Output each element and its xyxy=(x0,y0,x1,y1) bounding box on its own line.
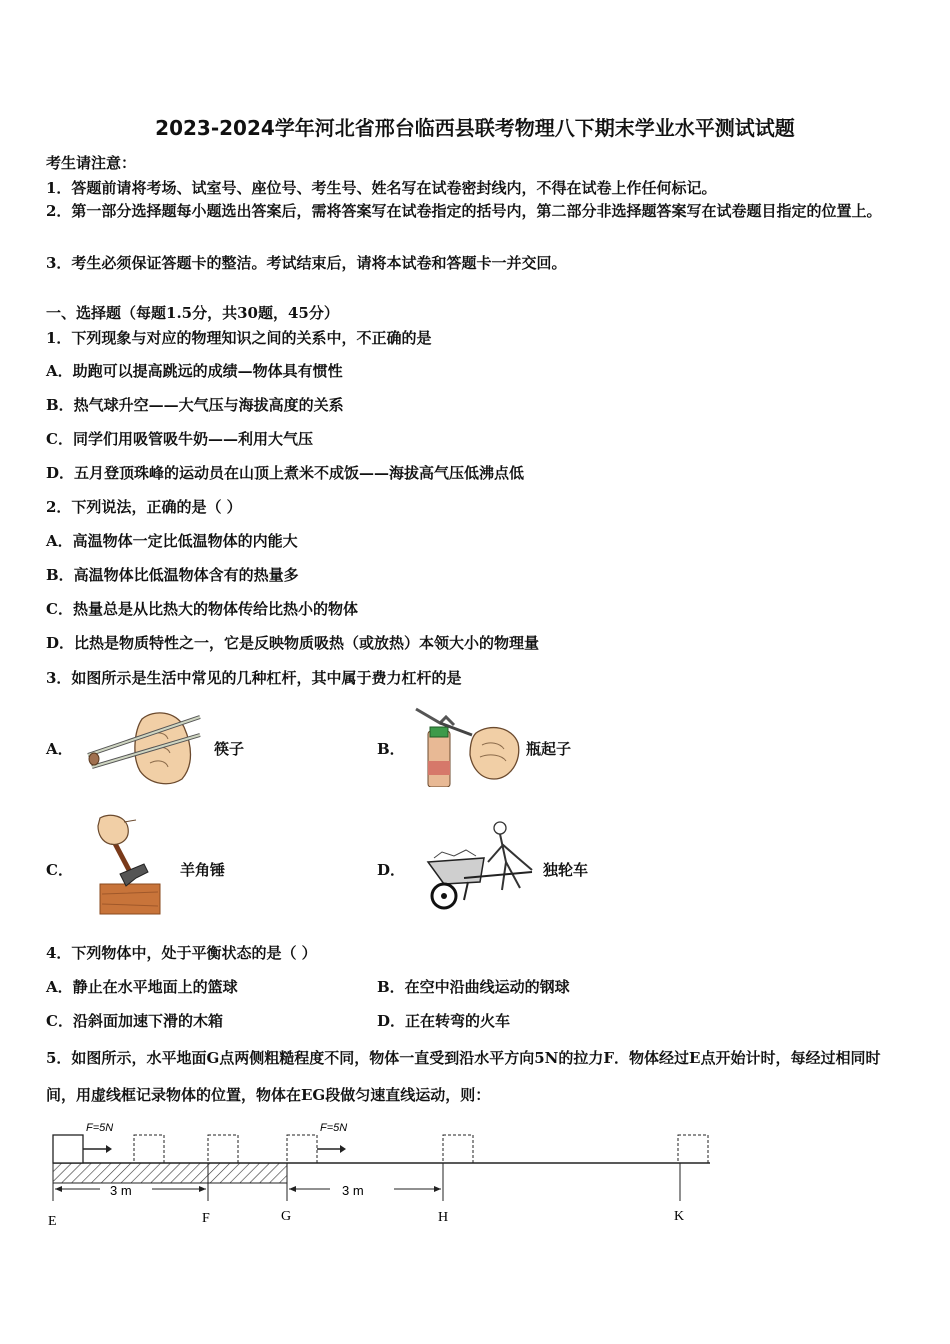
point-k: K xyxy=(674,1209,685,1224)
chopsticks-image xyxy=(84,705,204,787)
q1-option-b[interactable]: B．热气球升空——大气压与海拔高度的关系 xyxy=(46,396,344,414)
distance-label-2: 3 m xyxy=(342,1183,364,1198)
q3-option-d-label: 独轮车 xyxy=(543,861,589,879)
q3-stem: 3．如图所示是生活中常见的几种杠杆，其中属于费力杠杆的是 xyxy=(46,669,462,687)
force-label-1: F=5N xyxy=(86,1122,114,1134)
claw-hammer-image xyxy=(96,812,164,916)
q3-option-b-label: 瓶起子 xyxy=(526,740,572,758)
q4-option-d[interactable]: D．正在转弯的火车 xyxy=(377,1012,511,1030)
dashed-position xyxy=(134,1135,164,1163)
page-title: 2023-2024学年河北省邢台临西县联考物理八下期末学业水平测试试题 xyxy=(155,116,795,140)
q2-stem: 2．下列说法，正确的是（ ） xyxy=(46,498,242,516)
q2-option-d[interactable]: D．比热是物质特性之一，它是反映物质吸热（或放热）本领大小的物理量 xyxy=(46,634,540,652)
q2-option-a[interactable]: A．高温物体一定比低温物体的内能大 xyxy=(46,532,298,550)
q4-option-a[interactable]: A．静止在水平地面上的篮球 xyxy=(46,978,238,996)
dashed-position xyxy=(678,1135,708,1163)
q4-stem: 4．下列物体中，处于平衡状态的是（ ） xyxy=(46,944,317,962)
bottle-opener-image xyxy=(410,705,522,787)
point-h: H xyxy=(438,1210,449,1225)
section-heading: 一、选择题（每题1.5分，共30题，45分） xyxy=(46,304,339,322)
q1-stem: 1．下列现象与对应的物理知识之间的关系中，不正确的是 xyxy=(46,329,432,347)
q3-option-b-letter[interactable]: B． xyxy=(377,740,405,758)
wheelbarrow-image xyxy=(424,818,542,914)
notice-item-3: 3．考生必须保证答题卡的整洁。考试结束后，请将本试卷和答题卡一并交回。 xyxy=(46,254,567,272)
dashed-position xyxy=(208,1135,238,1163)
q3-option-c-label: 羊角锤 xyxy=(180,861,226,879)
q1-option-c[interactable]: C．同学们用吸管吸牛奶——利用大气压 xyxy=(46,430,313,448)
q3-option-a-label: 筷子 xyxy=(214,740,245,758)
force-label-2: F=5N xyxy=(320,1122,348,1134)
dashed-position xyxy=(443,1135,473,1163)
q4-option-c[interactable]: C．沿斜面加速下滑的木箱 xyxy=(46,1012,223,1030)
q2-option-b[interactable]: B．高温物体比低温物体含有的热量多 xyxy=(46,566,299,584)
point-e: E xyxy=(48,1214,57,1229)
q2-option-c[interactable]: C．热量总是从比热大的物体传给比热小的物体 xyxy=(46,600,358,618)
rough-ground xyxy=(53,1163,287,1183)
block xyxy=(53,1135,83,1163)
notice-item-2: 2．第一部分选择题每小题选出答案后，需将答案写在试卷指定的括号内，第二部分非选择题答案写在试卷题目指定的位置上。 xyxy=(46,202,882,220)
q3-option-c-letter[interactable]: C． xyxy=(46,861,73,879)
q1-option-a[interactable]: A．助跑可以提高跳远的成绩—物体具有惯性 xyxy=(46,362,343,380)
notice-item-1: 1．答题前请将考场、试室号、座位号、考生号、姓名写在试卷密封线内，不得在试卷上作任何标记。 xyxy=(46,179,717,197)
distance-label-1: 3 m xyxy=(110,1183,132,1198)
q3-option-d-letter[interactable]: D． xyxy=(377,861,406,879)
q5-stem: 5．如图所示，水平地面G点两侧粗糙程度不同，物体一直受到沿水平方向5N的拉力F．物体经过E点开始计时，每经过相同时间，用虚线框记录物体的位置，物体在EG段做匀速直线运动，则： xyxy=(46,1049,881,1104)
motion-diagram xyxy=(40,1115,730,1235)
q1-option-d[interactable]: D．五月登顶珠峰的运动员在山顶上煮米不成饭——海拔高气压低沸点低 xyxy=(46,464,525,482)
point-g: G xyxy=(281,1209,292,1224)
q3-option-a-letter[interactable]: A． xyxy=(46,740,73,758)
q4-option-b[interactable]: B．在空中沿曲线运动的钢球 xyxy=(377,978,570,996)
dashed-position xyxy=(287,1135,317,1163)
notice-heading: 考生请注意： xyxy=(46,154,137,172)
point-f: F xyxy=(202,1211,210,1226)
